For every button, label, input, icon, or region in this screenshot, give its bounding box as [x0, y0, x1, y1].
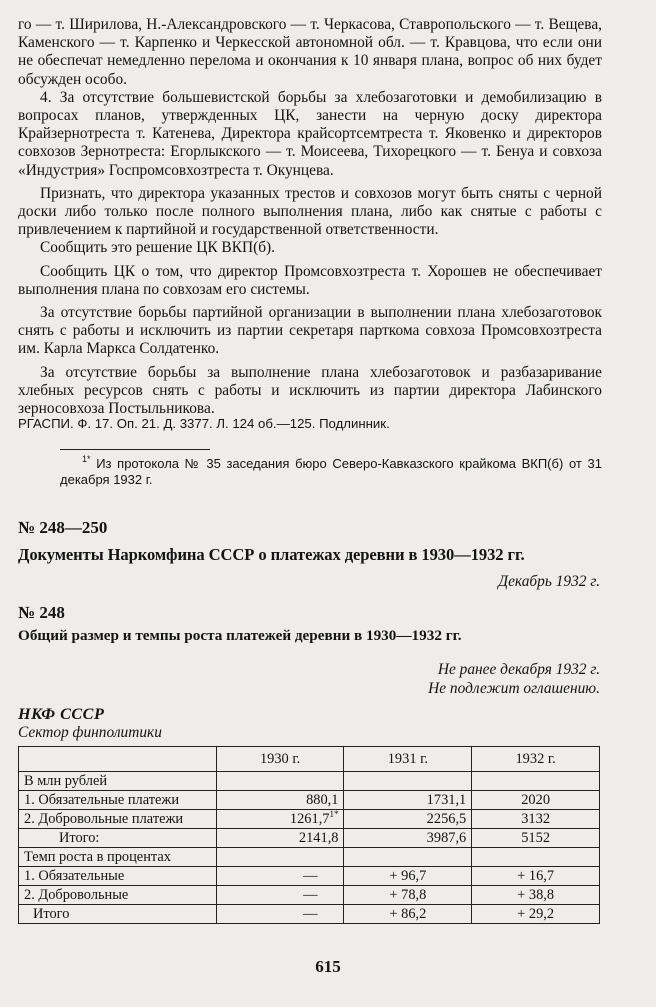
value-1932: + 16,7: [472, 867, 600, 886]
organization: НКФ СССР: [18, 705, 105, 723]
item-4-paragraph: 4. За отсутствие большевистской борьбы за хлебозаготовки и демобилизацию в вопросах планов, утвержденных ЦК, занести на черную доску директора Крайзернотреста т. Катенева, Директора крайсортсемтреста т. Яковенко и директоров совхозов Зернотреста: Егорлыкского — т. Моисеева, Тихорецкого — т. Бенуа и совхоза «Индустрия» Госпромсовхозтреста т. Окунцева.: [18, 88, 602, 179]
postylnikov-paragraph: За отсутствие борьбы за выполнение плана хлебозаготовок и разбазаривание хлебных ресурсов снять с работы и исключить из партии директора Лабинского зерносовхоза Постыльникова.: [18, 363, 602, 418]
value-1930-cell: [216, 810, 344, 829]
documents-heading: Документы Наркомфина СССР о платежах деревни в 1930—1932 гг.: [18, 545, 525, 564]
row-label: Итого: [19, 905, 217, 924]
value-1930: —: [216, 867, 344, 886]
value-1932: 3132: [472, 810, 600, 829]
footnote-text: Из протокола № 35 заседания бюро Северо-Кавказского крайкома ВКП(б) от 31 декабря 1932 г.: [60, 456, 602, 487]
row-label: 2. Добровольные платежи: [19, 810, 217, 829]
section-label: Темп роста в процентах: [19, 848, 217, 867]
table-row: [19, 905, 600, 924]
archive-source: РГАСПИ. Ф. 17. Оп. 21. Д. 3377. Л. 124 об.—125. Подлинник.: [18, 416, 390, 431]
document-title: Общий размер и темпы роста платежей деревни в 1930—1932 гг.: [18, 627, 462, 644]
documents-date: Декабрь 1932 г.: [498, 573, 600, 590]
table-row: [19, 791, 600, 810]
footnote-divider: [60, 449, 210, 450]
value-1931: + 86,2: [344, 905, 472, 924]
documents-range: № 248—250: [18, 518, 108, 537]
document-secrecy: Не подлежит оглашению.: [428, 680, 600, 697]
table-row: [19, 886, 600, 905]
inform-decision-paragraph: Сообщить это решение ЦК ВКП(б).: [40, 239, 276, 257]
value-1931: 1731,1: [344, 791, 472, 810]
row-label: 2. Добровольные: [19, 886, 217, 905]
document-number: № 248: [18, 603, 65, 622]
page-number: 615: [315, 957, 341, 976]
value-1931: + 78,8: [344, 886, 472, 905]
document-date-note: Не ранее декабря 1932 г.: [437, 661, 600, 678]
value-1930: 2141,8: [216, 829, 344, 848]
table-row: [19, 867, 600, 886]
section-label: В млн рублей: [19, 772, 217, 791]
footnote-mark: 1*: [82, 454, 91, 464]
value-1930: 1261,7: [289, 811, 330, 827]
value-1932: + 38,8: [472, 886, 600, 905]
header-1932: 1932 г.: [472, 747, 600, 772]
value-1930: —: [216, 905, 344, 924]
value-1930: 880,1: [216, 791, 344, 810]
row-label: 1. Обязательные платежи: [19, 791, 217, 810]
row-label: Итого:: [19, 829, 217, 848]
value-1931: + 96,7: [344, 867, 472, 886]
value-1932: 5152: [472, 829, 600, 848]
section-row: [19, 772, 600, 791]
value-1932: + 29,2: [472, 905, 600, 924]
value-1930: —: [216, 886, 344, 905]
header-1931: 1931 г.: [344, 747, 472, 772]
sector: Сектор финполитики: [18, 724, 162, 741]
table-header-row: [19, 747, 600, 772]
main-text: [18, 16, 602, 418]
footnote: [60, 456, 602, 488]
header-blank: [19, 747, 217, 772]
table-row: [19, 810, 600, 829]
section-row: [19, 848, 600, 867]
row-label: 1. Обязательные: [19, 867, 217, 886]
value-1931: 3987,6: [344, 829, 472, 848]
value-1932: 2020: [472, 791, 600, 810]
inform-khoroshev-paragraph: Сообщить ЦК о том, что директор Промсовхозтреста т. Хорошев не обеспечивает выполнения плана по совхозам его системы.: [18, 262, 602, 298]
continuation-paragraph: го — т. Ширилова, Н.-Александровского — т. Черкасова, Ставропольского — т. Вещева, Каменского — т. Карпенко и Черкесской автономной обл. — т. Кравцова, что если они не обеспечат немедленно перелома и окончания к 10 января плана, вопрос об них будет обсужден особо.: [18, 16, 602, 88]
recognize-paragraph: Признать, что директора указанных трестов и совхозов могут быть сняты с черной доски либо только после полного выполнения плана, либо как снятые с работы с привлечением к партийной и государственной ответственности.: [18, 184, 602, 239]
header-1930: 1930 г.: [216, 747, 344, 772]
value-1931: 2256,5: [344, 810, 472, 829]
table-row: [19, 829, 600, 848]
footnote-ref: 1*: [329, 809, 339, 819]
soldatenko-paragraph: За отсутствие борьбы партийной организации в выполнении плана хлебозаготовок снять с работы и исключить из партии секретаря парткома совхоза Промсовхозтреста им. Карла Маркса Солдатенко.: [18, 304, 602, 358]
payments-table: [18, 746, 600, 924]
